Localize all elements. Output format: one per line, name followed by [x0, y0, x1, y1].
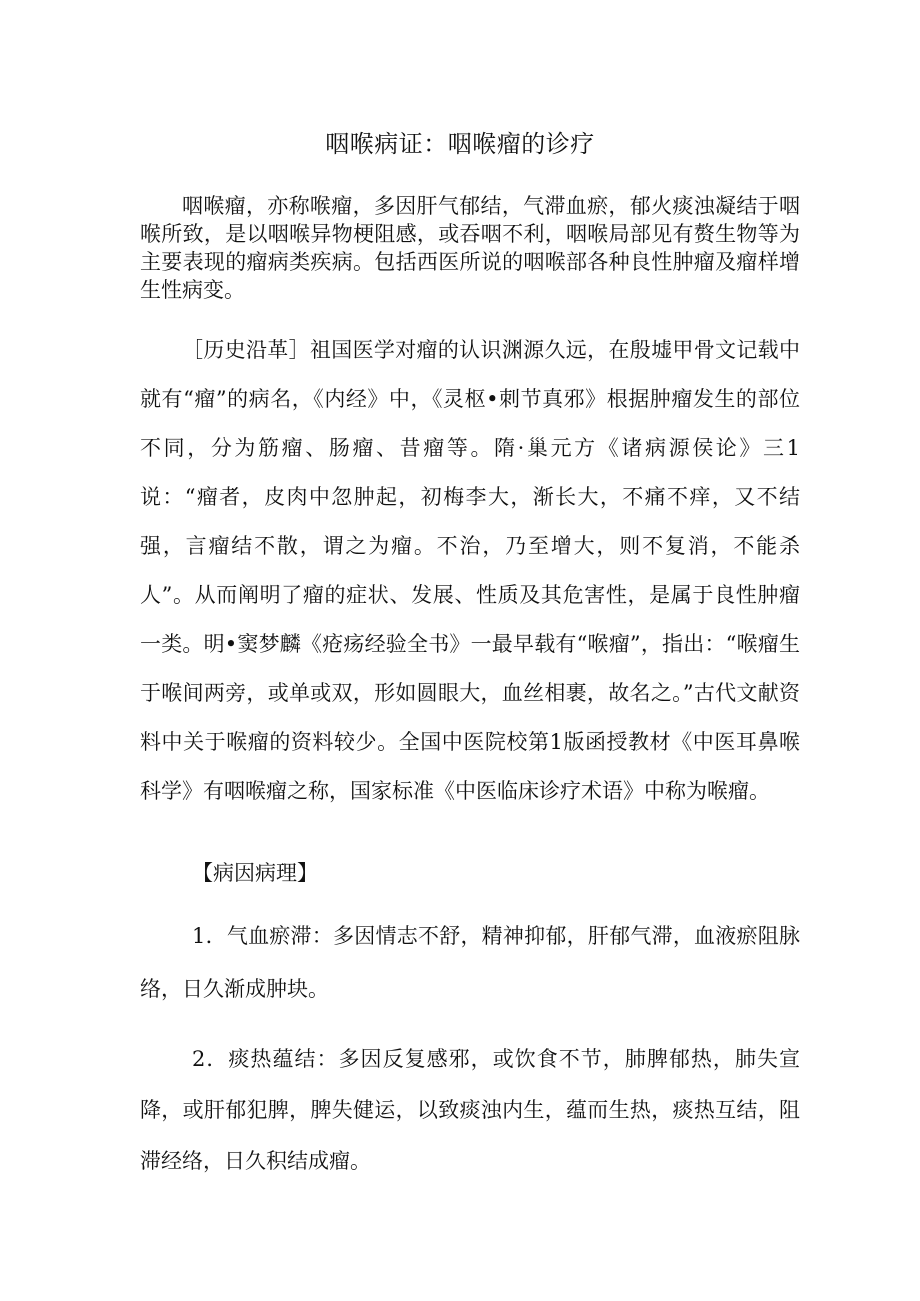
document-title: 咽喉病证：咽喉瘤的诊疗	[325, 130, 595, 158]
cause-item-2: 2．痰热蕴结：多因反复感邪，或饮食不节，肺脾郁热，肺失宣降，或肝郁犯脾，脾失健运，以致痰浊内生，蕴而生热，痰热互结，阻滞经络，日久积结成瘤。	[140, 1047, 800, 1173]
history-paragraph: ［历史沿革］祖国医学对瘤的认识渊源久远，在殷墟甲骨文记载中就有“瘤”的病名，《内经》中，《灵枢•刺节真邪》根据肿瘤发生的部位不同，分为筋瘤、肠瘤、昔瘤等。隋·巢元方《诸病源侯论》三1说：“瘤者，皮肉中忽肿起，初梅李大，渐长大，不痛不痒，又不结强，言瘤结不散，谓之为瘤。不治，乃至增大，则不复消，不能杀人”。从而阐明了瘤的症状、发展、性质及其危害性，是属于良性肿瘤一类。明•窦梦麟《疮疡经验全书》一最早载有“喉瘤”，指出：“喉瘤生于喉间两旁，或单或双，形如圆眼大，血丝相裹，故名之。”古代文献资料中关于喉瘤的资料较少。全国中医院校第1版函授教材《中医耳鼻喉科学》有咽喉瘤之称，国家标准《中医临床诊疗术语》中称为喉瘤。	[140, 338, 800, 803]
intro-paragraph: 咽喉瘤，亦称喉瘤，多因肝气郁结，气滞血瘀，郁火痰浊凝结于咽喉所致，是以咽喉异物梗阻感，或吞咽不利，咽喉局部见有赘生物等为主要表现的瘤病类疾病。包括西医所说的咽喉部各种良性肿瘤及瘤样增生性病变。	[140, 194, 800, 302]
section-heading: 【病因病理】	[192, 861, 318, 885]
cause-item-1: 1．气血瘀滞：多因情志不舒，精神抑郁，肝郁气滞，血液瘀阻脉络，日久渐成肿块。	[140, 924, 800, 1001]
